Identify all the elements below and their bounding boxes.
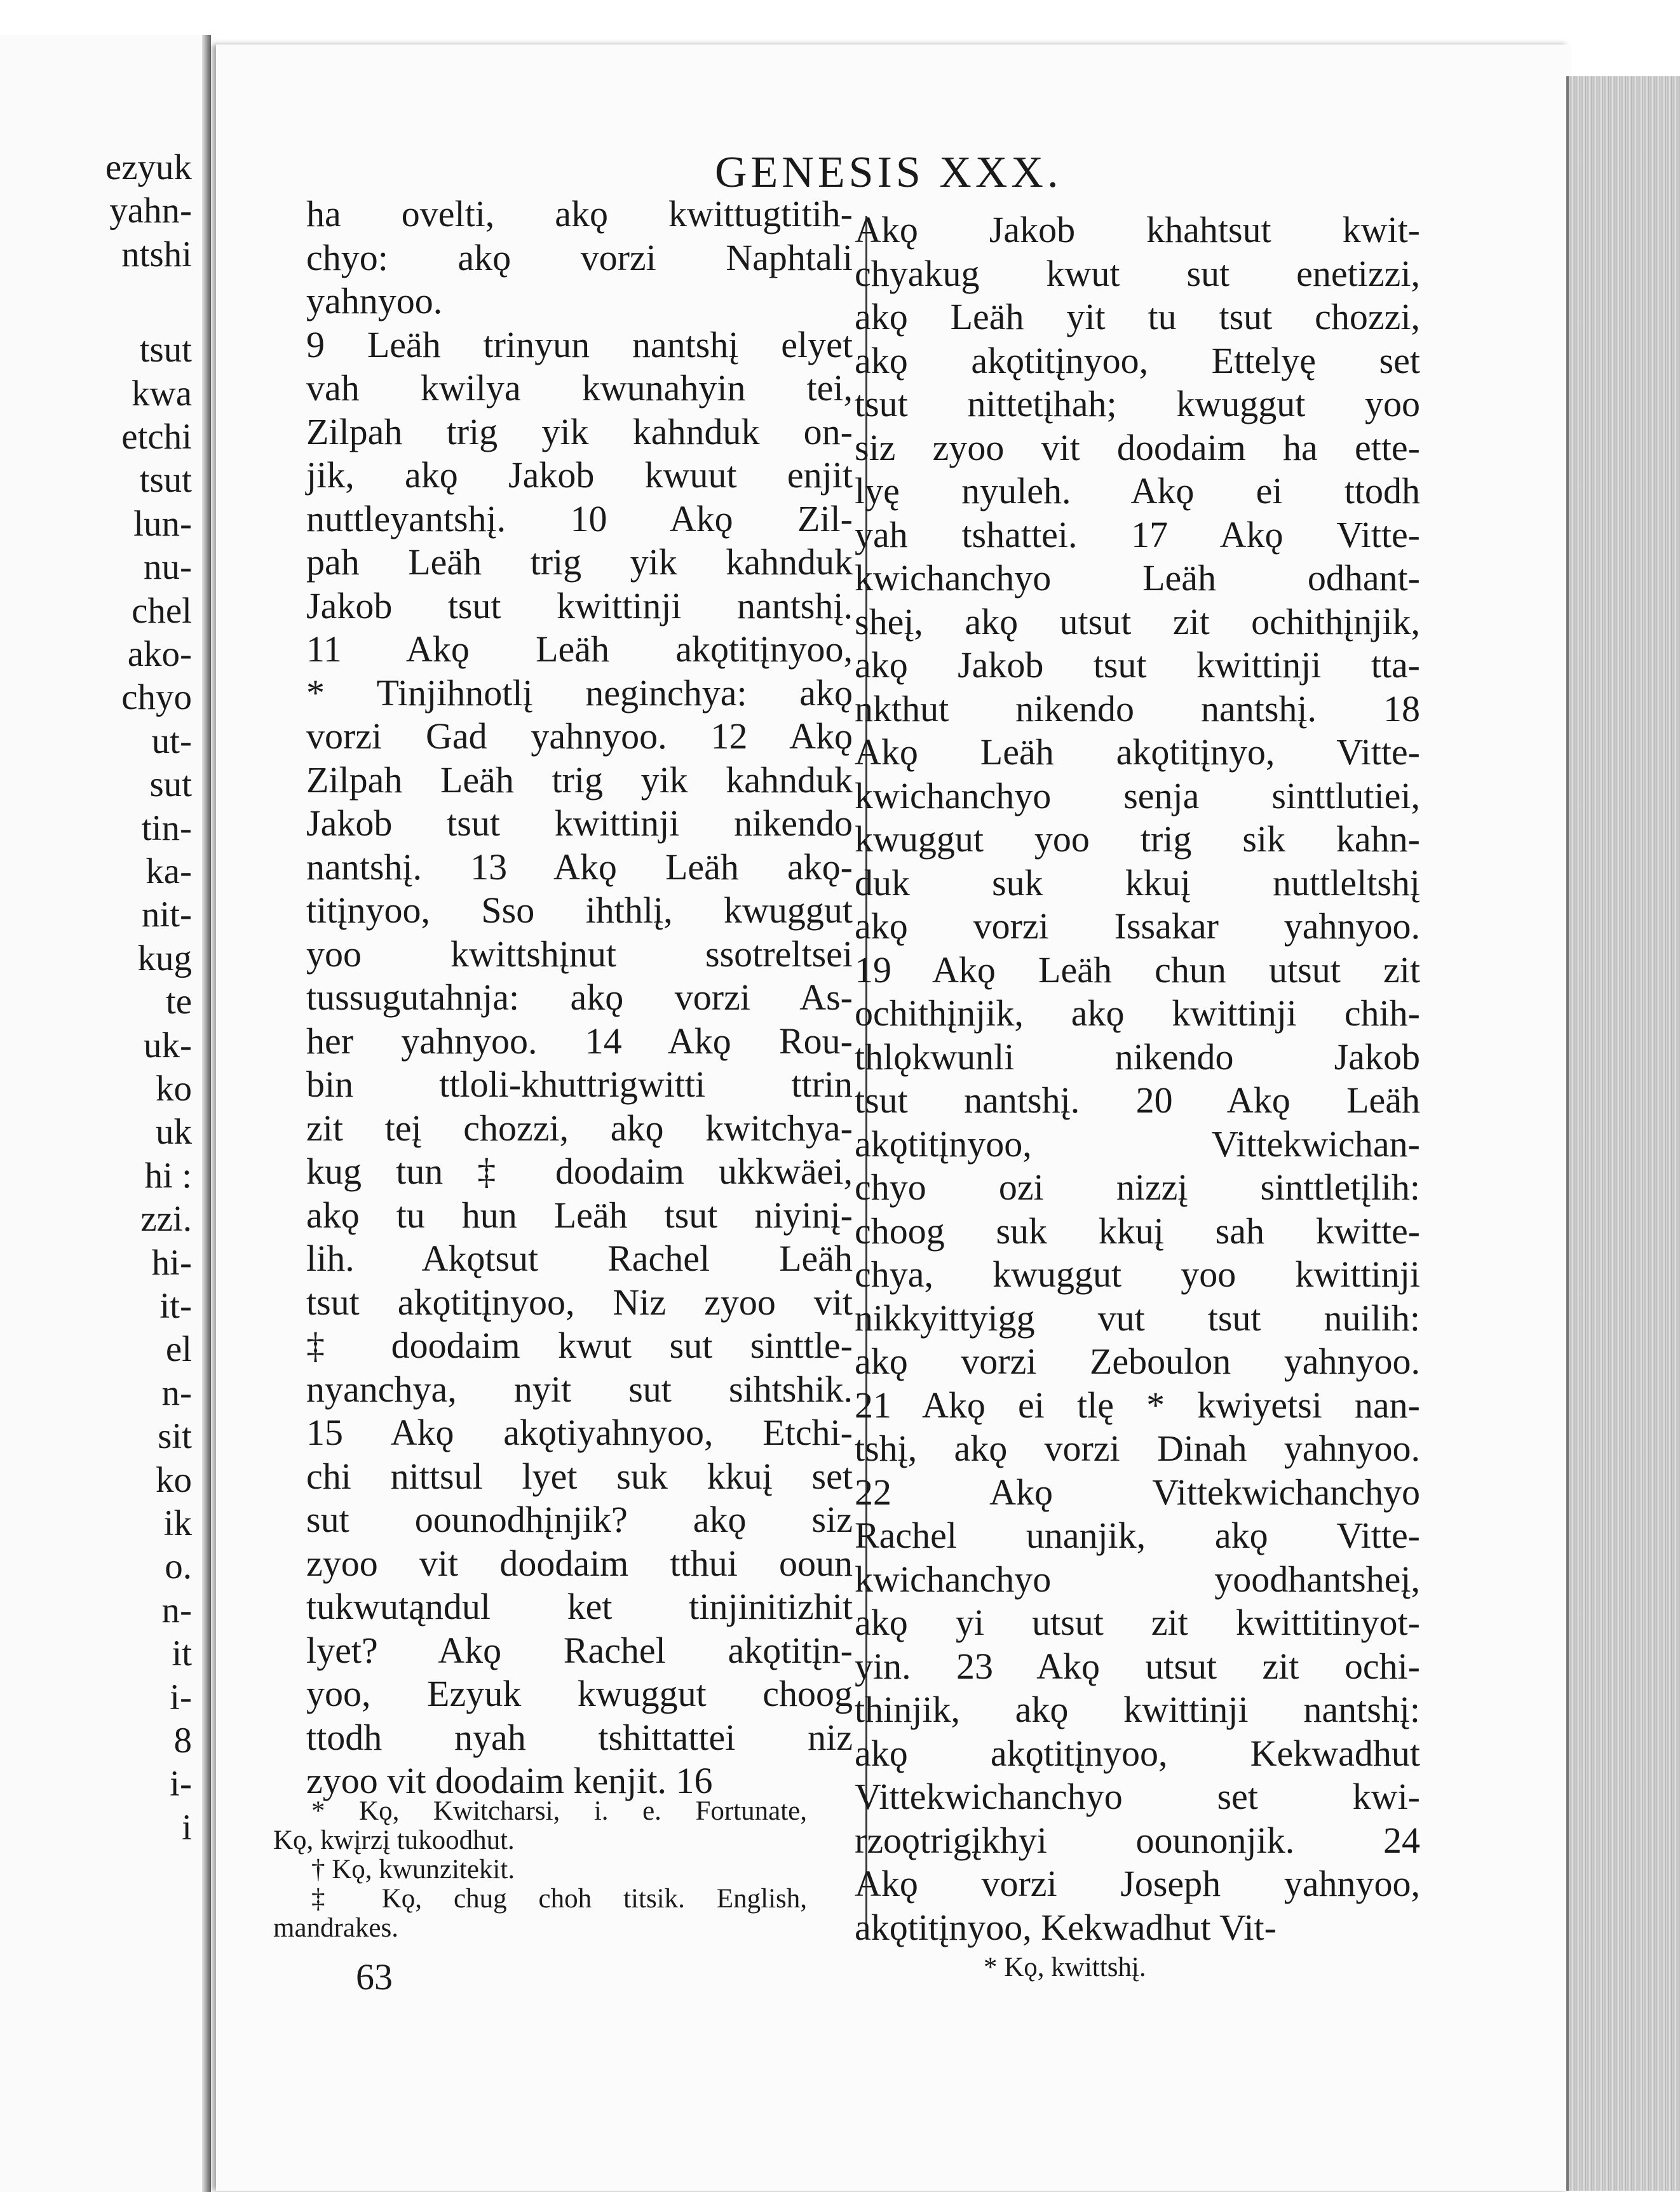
text-line: Rachel unanjik, akǫ Vitte- bbox=[855, 1515, 1420, 1556]
previous-page-fragment: etchi bbox=[121, 417, 192, 457]
text-line: tukwutąndul ket tinjinitizhit bbox=[306, 1586, 853, 1627]
text-line: Vittekwichanchyo set kwi- bbox=[855, 1776, 1420, 1817]
text-line: ochithįnjik, akǫ kwittinji chih- bbox=[855, 992, 1420, 1034]
text-line: 22 Akǫ Vittekwichanchyo bbox=[855, 1471, 1420, 1513]
text-line: yoo kwittshįnut ssotreltsei bbox=[306, 933, 853, 975]
footnote: † Kǫ, kwunzitekit. bbox=[311, 1855, 515, 1884]
previous-page-fragment: i- bbox=[170, 1764, 192, 1804]
footnote: ‡ Kǫ, chug choh titsik. English, bbox=[311, 1884, 807, 1914]
previous-page-fragment: ik bbox=[163, 1503, 192, 1544]
text-line: akǫtitįnyoo, Kekwadhut Vit- bbox=[855, 1906, 1277, 1948]
previous-page-fragment: sit bbox=[158, 1416, 192, 1457]
text-line: nkthut nikendo nantshį. 18 bbox=[855, 687, 1420, 729]
text-line: akǫ Leäh yit tu tsut chozzi, bbox=[855, 296, 1420, 337]
text-line: * Tinjihnotlį neginchya: akǫ bbox=[306, 672, 853, 714]
text-line: akǫ vorzi Zeboulon yahnyoo. bbox=[855, 1341, 1420, 1382]
text-line: sheį, akǫ utsut zit ochithįnjik, bbox=[855, 600, 1420, 642]
previous-page-fragment: nit- bbox=[141, 895, 192, 935]
text-line: akǫ yi utsut zit kwittitinyot- bbox=[855, 1602, 1420, 1643]
text-line: sut oounodhįnjik? akǫ siz bbox=[306, 1499, 853, 1540]
previous-page-fragment: ut- bbox=[151, 721, 192, 761]
text-line: akǫ tu hun Leäh tsut niyinį- bbox=[306, 1194, 853, 1236]
previous-page-fragment: nu- bbox=[144, 547, 192, 588]
text-line: her yahnyoo. 14 Akǫ Rou- bbox=[306, 1020, 853, 1062]
previous-page-fragment: it- bbox=[159, 1286, 192, 1327]
text-line: ‡ doodaim kwut sut sinttle- bbox=[306, 1325, 853, 1366]
text-line: thlǫkwunli nikendo Jakob bbox=[855, 1036, 1420, 1078]
text-line: zyoo vit doodaim kenjit. 16 bbox=[306, 1760, 713, 1801]
text-line: yoo, Ezyuk kwuggut choog bbox=[306, 1673, 853, 1714]
left-footnotes bbox=[273, 1797, 807, 1943]
text-line: tshį, akǫ vorzi Dinah yahnyoo. bbox=[855, 1428, 1420, 1469]
right-footnote: * Kǫ, kwittshį. bbox=[984, 1952, 1146, 1982]
previous-page-fragment: zzi. bbox=[140, 1199, 192, 1240]
text-line: tussugutahnja: akǫ vorzi As- bbox=[306, 977, 853, 1018]
previous-page-fragment: el bbox=[165, 1329, 192, 1370]
previous-page-fragment: o. bbox=[165, 1546, 192, 1587]
previous-page-fragment: kwa bbox=[132, 373, 192, 414]
text-line: zit teį chozzi, akǫ kwitchya- bbox=[306, 1107, 853, 1149]
text-line: vorzi Gad yahnyoo. 12 Akǫ bbox=[306, 715, 853, 757]
text-line: 19 Akǫ Leäh chun utsut zit bbox=[855, 949, 1420, 991]
text-line: kwuggut yoo trig sik kahn- bbox=[855, 818, 1420, 860]
text-line: nyanchya, nyit sut sihtshik. bbox=[306, 1368, 853, 1410]
page-stack-edge bbox=[1566, 76, 1680, 2191]
text-line: jik, akǫ Jakob kwuut enjit bbox=[306, 454, 853, 496]
text-line: akǫ akǫtitįnyoo, Kekwadhut bbox=[855, 1732, 1420, 1774]
text-line: choog suk kkuį sah kwitte- bbox=[855, 1210, 1420, 1252]
text-line: ttodh nyah tshittattei niz bbox=[306, 1716, 853, 1758]
text-line: chyo: akǫ vorzi Naphtali bbox=[306, 236, 853, 278]
previous-page-fragment: ntshi bbox=[121, 234, 192, 274]
page-gutter-shadow bbox=[202, 35, 211, 2192]
right-text-column bbox=[855, 208, 1420, 1949]
running-head: GENESIS XXX. bbox=[715, 148, 1062, 197]
previous-page-fragment: chel bbox=[132, 590, 192, 631]
previous-page-fragment: lun- bbox=[133, 503, 192, 544]
text-line: Zilpah trig yik kahnduk on- bbox=[306, 410, 853, 452]
text-line: yah tshattei. 17 Akǫ Vitte- bbox=[855, 513, 1420, 555]
previous-page-fragment: hi- bbox=[151, 1242, 192, 1283]
text-line: nantshį. 13 Akǫ Leäh akǫ- bbox=[306, 846, 853, 888]
previous-page-fragment: kug bbox=[137, 938, 192, 978]
previous-page-fragment: yahn- bbox=[109, 191, 192, 231]
previous-page-fragment: tin- bbox=[141, 808, 192, 848]
text-line: nikkyittyigg vut tsut nuilih: bbox=[855, 1297, 1420, 1339]
previous-page-fragment: n- bbox=[161, 1590, 192, 1630]
text-line: tsut nantshį. 20 Akǫ Leäh bbox=[855, 1079, 1420, 1121]
text-line: akǫtitįnyoo, Vittekwichan- bbox=[855, 1123, 1420, 1165]
previous-page-fragment: i- bbox=[170, 1677, 192, 1717]
text-line: Akǫ Leäh akǫtitįnyo, Vitte- bbox=[855, 731, 1420, 773]
text-line: kug tun ‡ doodaim ukkwäei, bbox=[306, 1151, 853, 1192]
text-line: 15 Akǫ akǫtiyahnyoo, Etchi- bbox=[306, 1412, 853, 1453]
left-text-column bbox=[306, 193, 853, 1803]
text-line: Akǫ vorzi Joseph yahnyoo, bbox=[855, 1863, 1420, 1904]
previous-page-fragment: it bbox=[172, 1634, 192, 1674]
text-line: lyet? Akǫ Rachel akǫtitįn- bbox=[306, 1629, 853, 1671]
text-line: kwichanchyo yoodhantsheį, bbox=[855, 1558, 1420, 1600]
previous-page-fragment: ezyuk bbox=[105, 147, 192, 187]
text-line: akǫ Jakob tsut kwittinji tta- bbox=[855, 644, 1420, 686]
text-line: akǫ akǫtitįnyoo, Ettelyę set bbox=[855, 339, 1420, 381]
footnote: mandrakes. bbox=[273, 1913, 399, 1943]
page-number: 63 bbox=[356, 1956, 393, 1998]
previous-page-fragment: hi : bbox=[144, 1155, 192, 1196]
text-line: chya, kwuggut yoo kwittinji bbox=[855, 1254, 1420, 1295]
previous-page-edge bbox=[0, 35, 211, 2192]
text-line: yin. 23 Akǫ utsut zit ochi- bbox=[855, 1645, 1420, 1687]
text-line: lih. Akǫtsut Rachel Leäh bbox=[306, 1238, 853, 1279]
text-line: chi nittsul lyet suk kkuį set bbox=[306, 1455, 853, 1497]
previous-page-fragment: ako- bbox=[127, 634, 192, 675]
text-line: akǫ vorzi Issakar yahnyoo. bbox=[855, 905, 1420, 947]
footnote: Kǫ, kwįrzį tukoodhut. bbox=[273, 1825, 515, 1855]
text-line: kwichanchyo senja sinttlutiei, bbox=[855, 775, 1420, 816]
text-line: ha ovelti, akǫ kwittugtitih- bbox=[306, 193, 853, 234]
previous-page-fragment: ko bbox=[156, 1069, 192, 1109]
text-line: chyakug kwut sut enetizzi, bbox=[855, 252, 1420, 294]
text-line: bin ttloli-khuttrigwitti ttrin bbox=[306, 1064, 853, 1105]
text-line: 11 Akǫ Leäh akǫtitįnyoo, bbox=[306, 628, 853, 670]
text-line: rzoǫtrigįkhyi oounonjik. 24 bbox=[855, 1819, 1420, 1861]
previous-page-fragment: sut bbox=[149, 764, 192, 805]
text-line: Akǫ Jakob khahtsut kwit- bbox=[855, 209, 1420, 250]
text-line: kwichanchyo Leäh odhant- bbox=[855, 557, 1420, 599]
previous-page-fragment: chyo bbox=[121, 677, 192, 718]
text-line: 9 Leäh trinyun nantshį elyet bbox=[306, 323, 853, 365]
text-line: siz zyoo vit doodaim ha ette- bbox=[855, 426, 1420, 468]
text-line: thinjik, akǫ kwittinji nantshį: bbox=[855, 1689, 1420, 1730]
text-line: lyę nyuleh. Akǫ ei ttodh bbox=[855, 470, 1420, 511]
previous-page-fragment: uk- bbox=[144, 1025, 192, 1066]
previous-page-fragment: ka- bbox=[146, 851, 192, 892]
text-line: Jakob tsut kwittinji nantshį. bbox=[306, 585, 853, 626]
text-line: titįnyoo, Sso ihthlį, kwuggut bbox=[306, 890, 853, 931]
footnote: * Kǫ, Kwitcharsi, i. e. Fortunate, bbox=[311, 1796, 807, 1826]
previous-page-fragment: 8 bbox=[173, 1721, 192, 1761]
text-line: Jakob tsut kwittinji nikendo bbox=[306, 802, 853, 844]
previous-page-fragment: ko bbox=[156, 1459, 192, 1500]
text-line: pah Leäh trig yik kahnduk bbox=[306, 541, 853, 583]
text-line: 21 Akǫ ei tlę * kwiyetsi nan- bbox=[855, 1384, 1420, 1426]
text-line: tsut akǫtitįnyoo, Niz zyoo vit bbox=[306, 1281, 853, 1323]
previous-page-fragment: n- bbox=[161, 1372, 192, 1413]
previous-page-fragment: tsut bbox=[139, 460, 192, 501]
text-line: Zilpah Leäh trig yik kahnduk bbox=[306, 759, 853, 801]
text-line: nuttleyantshį. 10 Akǫ Zil- bbox=[306, 497, 853, 539]
previous-page-fragment: uk bbox=[156, 1112, 192, 1153]
text-line: zyoo vit doodaim tthui ooun bbox=[306, 1542, 853, 1584]
previous-page-fragment: te bbox=[165, 982, 192, 1022]
previous-page-fragment: tsut bbox=[139, 330, 192, 370]
text-line: duk suk kkuį nuttleltshį bbox=[855, 862, 1420, 903]
previous-page-fragment: i bbox=[182, 1807, 192, 1848]
text-line: chyo ozi nizzį sinttletįlih: bbox=[855, 1167, 1420, 1208]
text-line: yahnyoo. bbox=[306, 280, 443, 321]
text-line: tsut nittetįhah; kwuggut yoo bbox=[855, 383, 1420, 424]
text-line: vah kwilya kwunahyin tei, bbox=[306, 367, 853, 409]
